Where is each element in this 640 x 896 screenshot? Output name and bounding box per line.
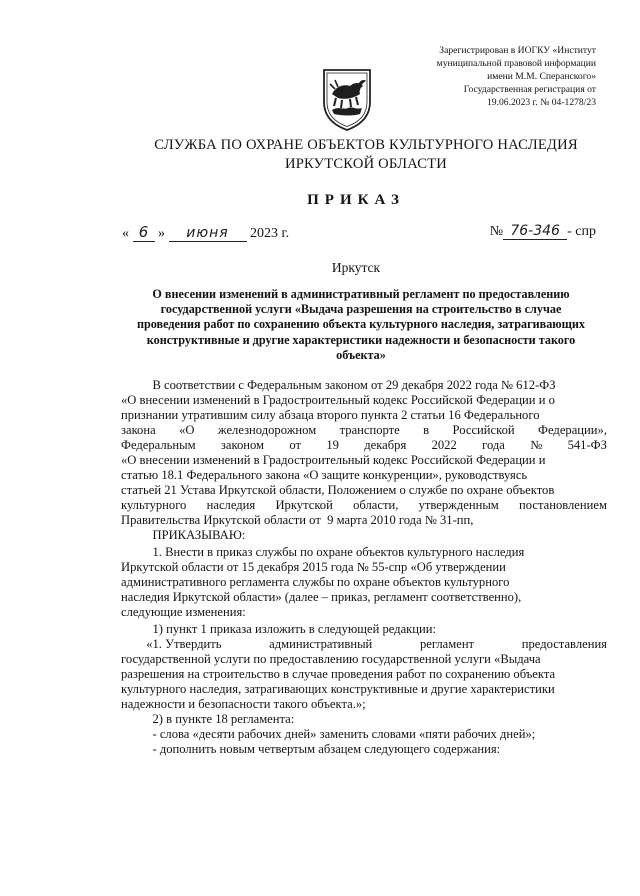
- body-line: статьей 21 Устава Иркутской области, Положением о службе по охране объектов: [121, 483, 555, 497]
- date-open-quote: «: [122, 226, 129, 241]
- body-word: транспорте: [339, 423, 400, 437]
- order-title: [114, 287, 608, 363]
- title-line: государственной услуги «Выдача разрешения на строительство в случае: [160, 302, 562, 317]
- order-number-suffix: - спр: [567, 224, 596, 239]
- body-line: «О внесении изменений в Градостроительный кодекс Российской Федерации и: [121, 453, 546, 467]
- body-line: В соответствии с Федеральным законом от 29 декабря 2022 года № 612-ФЗ: [121, 378, 556, 392]
- body-word: 541-ФЗ: [567, 438, 607, 452]
- body-line: Иркутской области от 15 декабря 2015 года № 55-спр «Об утверждении: [121, 560, 506, 574]
- title-line: конструктивные и другие характеристики надежности и безопасности такого: [146, 332, 576, 347]
- body-line: [121, 423, 607, 438]
- body-line: признании утратившим силу абзаца второго пункта 2 статьи 16 Федерального: [121, 408, 540, 422]
- body-line: Правительства Иркутской области от 9 марта 2010 года № 31-пп,: [121, 513, 474, 527]
- body-line: надежности и безопасности такого объекта.»;: [121, 697, 366, 711]
- order-body-text: [121, 378, 607, 757]
- body-word: «О: [179, 423, 195, 437]
- document-type-heading: ПРИКАЗ: [307, 192, 405, 208]
- body-line: государственной услуги по предоставлению государственной услуги «Выдача: [121, 652, 541, 666]
- body-line: административного регламента службы по охране объектов культурного: [121, 575, 510, 589]
- body-word: железнодорожном: [217, 423, 317, 437]
- agency-name: [96, 136, 636, 174]
- body-line: 1. Внести в приказ службы по охране объектов культурного наследия: [121, 545, 525, 559]
- body-word: в: [423, 423, 430, 437]
- body-word: утвержденным: [418, 498, 499, 512]
- body-line: статью 18.1 Федерального закона «О защите конкуренции», руководствуясь: [121, 468, 528, 482]
- date-close-quote: »: [158, 226, 165, 241]
- agency-name-line: ИРКУТСКОЙ ОБЛАСТИ: [284, 156, 448, 172]
- title-line: проведения работ по сохранению объекта культурного наследия, затрагивающих: [136, 317, 586, 332]
- registration-stamp: [386, 44, 596, 109]
- body-line: 1) пункт 1 приказа изложить в следующей редакции:: [121, 622, 437, 636]
- date-month-handwritten: июня: [169, 225, 247, 242]
- order-number-prefix: №: [489, 224, 504, 239]
- registration-line: 19.06.2023 г. № 04-1278/23: [486, 97, 596, 108]
- body-word: «1. Утвердить: [121, 637, 222, 651]
- body-word: области,: [353, 498, 399, 512]
- body-word: 19: [326, 438, 339, 452]
- body-line: наследия Иркутской области» (далее – приказ, регламент соответственно),: [121, 590, 522, 604]
- body-line: [121, 438, 607, 453]
- body-word: Федерации»,: [538, 423, 607, 437]
- body-word: регламент: [419, 637, 475, 651]
- body-line: культурного наследия, затрагивающих конструктивные и другие характеристики: [121, 682, 555, 696]
- body-line: разрешения на строительство в случае проведения работ по сохранению объекта: [121, 667, 556, 681]
- body-word: предоставления: [521, 637, 607, 651]
- body-word: Российской: [452, 423, 515, 437]
- coat-of-arms-emblem: [318, 64, 376, 132]
- body-word: 2022: [431, 438, 457, 452]
- body-word: Иркутской: [275, 498, 333, 512]
- registration-line: Государственная регистрация от: [463, 84, 596, 95]
- body-word: декабря: [364, 438, 407, 452]
- registration-line: имени М.М. Сперанского»: [487, 71, 596, 82]
- body-line: следующие изменения:: [121, 605, 246, 619]
- body-line: 2) в пункте 18 регламента:: [121, 712, 295, 726]
- body-line: [121, 637, 607, 652]
- city-name: Иркутск: [331, 260, 381, 275]
- agency-name-line: СЛУЖБА ПО ОХРАНЕ ОБЪЕКТОВ КУЛЬТУРНОГО НАСЛЕДИЯ: [154, 137, 578, 153]
- title-line: О внесении изменений в административный регламент по предоставлению: [152, 287, 570, 301]
- body-word: административный: [269, 637, 373, 651]
- body-word: постановлением: [519, 498, 607, 512]
- body-word: от: [289, 438, 301, 452]
- body-word: закона: [121, 423, 156, 437]
- body-word: №: [530, 438, 543, 452]
- order-number: [490, 223, 596, 240]
- date-day-handwritten: 6: [133, 223, 155, 242]
- body-line: - дополнить новым четвертым абзацем следующего содержания:: [121, 742, 501, 756]
- body-line: ПРИКАЗЫВАЮ:: [121, 528, 246, 542]
- body-word: Федеральным: [121, 438, 196, 452]
- body-word: наследия: [206, 498, 256, 512]
- date-year: 2023 г.: [250, 226, 290, 241]
- title-line: объекта»: [336, 347, 386, 362]
- body-line: - слова «десяти рабочих дней» заменить словами «пяти рабочих дней»;: [121, 727, 536, 741]
- body-word: культурного: [121, 498, 187, 512]
- body-word: законом: [220, 438, 265, 452]
- order-number-handwritten: 76-346: [503, 223, 567, 240]
- body-word: года: [482, 438, 505, 452]
- registration-line: Зарегистрирован в ИОГКУ «Институт: [439, 45, 596, 56]
- order-date: [122, 223, 289, 242]
- body-line: [121, 498, 607, 513]
- body-line: «О внесении изменений в Градостроительный кодекс Российской Федерации и о: [121, 393, 555, 407]
- registration-line: муниципальной правовой информации: [436, 58, 596, 69]
